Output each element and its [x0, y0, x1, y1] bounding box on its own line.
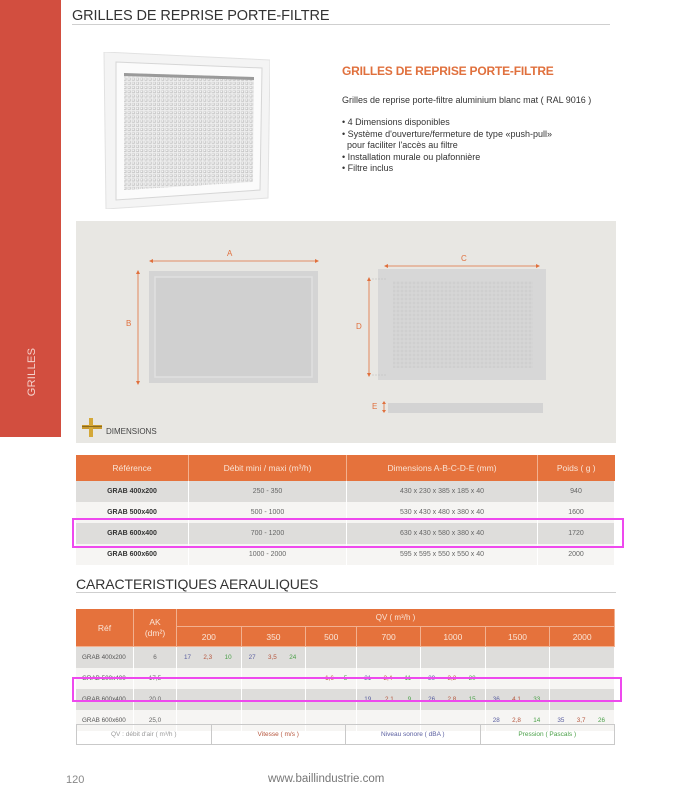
cell-poids: 1600: [538, 502, 615, 523]
label-a: A: [227, 249, 233, 258]
product-material: Grilles de reprise porte-filtre aluminium blanc mat ( RAL 9016 ): [342, 95, 592, 105]
col-header-debit: Débit mini / maxi (m³/h): [189, 455, 347, 481]
cell-flow-values: [306, 668, 357, 689]
value-vitesse: 2,8: [447, 696, 457, 703]
cell-dims: 595 x 595 x 550 x 550 x 40: [347, 544, 538, 565]
section-divider: [76, 592, 616, 593]
col-header-qv: QV ( m³/h ): [177, 609, 615, 627]
side-view: [388, 403, 543, 413]
dimension-drawings: [76, 221, 616, 443]
col-header-flow: 1500: [485, 627, 550, 647]
value-niveau-sonore: 21: [364, 675, 372, 682]
label-d: D: [356, 322, 362, 331]
legend-niveau-sonore: Niveau sonore ( dBA ): [346, 725, 481, 744]
cell-poids: 2000: [538, 544, 615, 565]
cell-poids: 940: [538, 481, 615, 502]
value-niveau-sonore: 35: [557, 717, 565, 724]
table-row-highlighted: [76, 689, 615, 710]
product-photo: [102, 52, 270, 209]
cell-poids: 1720: [538, 523, 615, 544]
value-niveau-sonore: 28: [492, 717, 500, 724]
value-vitesse: 4,1: [512, 696, 521, 703]
cell-ref: GRAB 500x400: [76, 502, 189, 523]
col-header-ref: Réf: [76, 609, 134, 647]
cell-flow-values: [550, 689, 615, 710]
dimensions-diagram: [76, 221, 616, 443]
cell-dims: 530 x 430 x 480 x 380 x 40: [347, 502, 538, 523]
legend-vitesse: Vitesse ( m/s ): [212, 725, 347, 744]
feature-list: [342, 117, 622, 175]
value-pression: 24: [289, 654, 297, 661]
table-row-highlighted: [76, 523, 615, 544]
value-niveau-sonore: 36: [492, 696, 500, 703]
cell-flow-values: [550, 668, 615, 689]
product-description: [342, 64, 622, 175]
label-b: B: [126, 319, 132, 328]
col-header-flow: 700: [357, 627, 421, 647]
website-link[interactable]: www.baillindustrie.com: [268, 773, 385, 785]
feature-item: • Filtre inclus: [342, 163, 394, 173]
table-row: [76, 502, 615, 523]
value-pression: 26: [597, 717, 605, 724]
aeraulic-table: [76, 609, 615, 731]
sidebar-label: GRILLES: [26, 347, 38, 397]
cell-flow-values: [241, 689, 306, 710]
cell-ref: GRAB 600x600: [76, 544, 189, 565]
col-header-dimensions: Dimensions A-B-C-D-E (mm): [347, 455, 538, 481]
value-pression: 33: [533, 696, 541, 703]
col-header-flow: 2000: [550, 627, 615, 647]
ak-unit: (dm²): [144, 627, 166, 638]
dimensions-table: [76, 455, 615, 565]
value-niveau-sonore: -: [313, 675, 316, 682]
page-number: 120: [66, 774, 85, 786]
value-niveau-sonore: 29: [428, 675, 436, 682]
cell-debit: 500 - 1000: [189, 502, 347, 523]
cell-flow-values: [177, 689, 242, 710]
cell-flow-values: [357, 668, 421, 689]
page-title: GRILLES DE REPRISE PORTE-FILTRE: [72, 8, 330, 24]
value-pression: 5: [343, 675, 348, 682]
col-header-reference: Référence: [76, 455, 189, 481]
value-pression: 11: [404, 675, 412, 682]
value-vitesse: 2,1: [385, 696, 394, 703]
cell-flow-values: [306, 689, 357, 710]
value-niveau-sonore: 26: [428, 696, 436, 703]
cell-debit: 250 - 350: [189, 481, 347, 502]
product-title: GRILLES DE REPRISE PORTE-FILTRE: [342, 64, 554, 78]
value-pression: 14: [533, 717, 541, 724]
cell-ak: 25,0: [134, 710, 177, 731]
value-vitesse: 3,7: [576, 717, 586, 724]
cell-ref: GRAB 400x200: [76, 481, 189, 502]
legend-debit: QV : débit d'air ( m³/h ): [77, 725, 212, 744]
cell-ref: GRAB 600x400: [76, 689, 134, 710]
cell-dims: 630 x 430 x 580 x 380 x 40: [347, 523, 538, 544]
cell-flow-values: [485, 647, 550, 669]
label-c: C: [461, 254, 467, 263]
col-header-ak: [134, 609, 177, 647]
table-row: [76, 668, 615, 689]
value-vitesse: 1,6: [325, 675, 334, 682]
cell-flow-values: [550, 647, 615, 669]
cell-flow-values: [421, 668, 486, 689]
value-pression: 9: [407, 696, 412, 703]
value-pression: 20: [468, 675, 476, 682]
cell-flow-values: [357, 647, 421, 669]
feature-item: • 4 Dimensions disponibles: [342, 117, 450, 127]
value-vitesse: 3,2: [447, 675, 457, 682]
cell-ref: GRAB 400x200: [76, 647, 134, 669]
col-header-flow: 1000: [421, 627, 486, 647]
cell-dims: 430 x 230 x 385 x 185 x 40: [347, 481, 538, 502]
legend: [76, 724, 615, 745]
table-row: [76, 647, 615, 669]
feature-item: • Installation murale ou plafonnière: [342, 151, 481, 162]
cell-flow-values: [421, 689, 486, 710]
cell-ref: GRAB 500x400: [76, 668, 134, 689]
cell-ref: GRAB 600x400: [76, 523, 189, 544]
cell-flow-values: [241, 647, 306, 669]
cell-debit: 1000 - 2000: [189, 544, 347, 565]
col-header-poids: Poids ( g ): [538, 455, 615, 481]
table-row: [76, 481, 615, 502]
value-vitesse: 2,3: [203, 654, 213, 661]
value-pression: 10: [224, 654, 232, 661]
cell-ak: 17,5: [134, 668, 177, 689]
cell-flow-values: [485, 689, 550, 710]
cell-debit: 700 - 1200: [189, 523, 347, 544]
section-title: CARACTERISTIQUES AERAULIQUES: [76, 576, 319, 592]
value-pression: 15: [468, 696, 476, 703]
ruler-icon: [82, 418, 102, 437]
cell-flow-values: [241, 668, 306, 689]
feature-item: • Système d'ouverture/fermeture de type «push-pull»: [342, 128, 552, 139]
col-header-flow: 200: [177, 627, 242, 647]
cell-flow-values: [177, 668, 242, 689]
dimensions-caption: DIMENSIONS: [106, 427, 157, 436]
cell-ak: 20,0: [134, 689, 177, 710]
table-row: [76, 544, 615, 565]
value-vitesse: 2,4: [383, 675, 393, 682]
cell-flow-values: [485, 668, 550, 689]
cell-flow-values: [357, 689, 421, 710]
ak-label: AK: [149, 616, 161, 627]
cell-ak: 6: [134, 647, 177, 669]
cell-flow-values: [306, 647, 357, 669]
feature-item: pour faciliter l'accès au filtre: [342, 140, 458, 150]
cell-flow-values: [421, 647, 486, 669]
legend-pression: Pression ( Pascals ): [518, 731, 577, 738]
section-sidebar: [0, 0, 61, 437]
title-divider: [72, 24, 610, 25]
label-e: E: [372, 402, 378, 411]
col-header-flow: 350: [241, 627, 306, 647]
col-header-flow: 500: [306, 627, 357, 647]
value-vitesse: 2,8: [512, 717, 521, 724]
cell-ref: GRAB 600x600: [76, 710, 134, 731]
value-niveau-sonore: 17: [184, 654, 192, 661]
value-niveau-sonore: 27: [248, 654, 256, 661]
cell-flow-values: [177, 647, 242, 669]
value-niveau-sonore: 19: [364, 696, 372, 703]
value-vitesse: 3,5: [268, 654, 277, 661]
